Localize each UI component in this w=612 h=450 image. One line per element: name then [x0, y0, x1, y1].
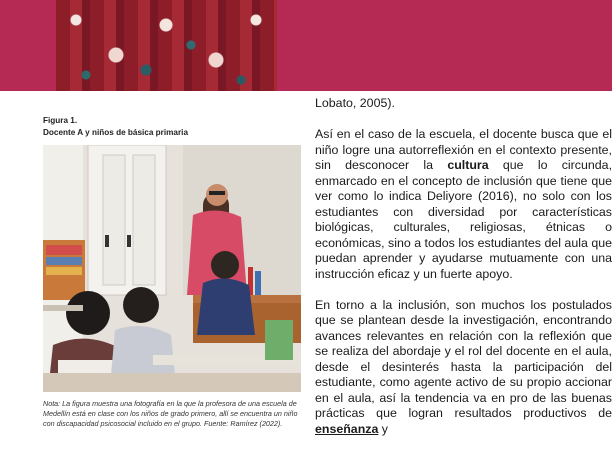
paragraph-1	[315, 127, 612, 282]
paragraph-continuation: Lobato, 2005).	[315, 96, 395, 110]
paragraph-2-text-a: En torno a la inclusión, son muchos los postulados que se plantean desde la investigación, encontrando avances relevantes en relación con la reflexión que se realiza del abordaje y el rol del docente en el aula, desde el desinterés hasta la participación del estudiante, como agente activo de su propio accionar en el aula, así la tendencia va en pro de las buenas prácticas que logran resultados productivos de	[315, 297, 612, 420]
paragraph-2	[315, 298, 612, 438]
keyword-cultura: cultura	[447, 158, 489, 172]
header-banner	[0, 0, 612, 91]
body-text-column	[315, 96, 612, 437]
classroom-photo	[43, 145, 301, 392]
paragraph-1-text-b: que lo circunda, enmarcado en el concepto de inclusión que tiene que ver como lo indica Deliyore (2016), no solo con los estudiantes con diversidad por características biológicas, culturales, religiosas, étnicas o económicas, sino a todos los estudiantes del aula que puedan aprender y ayudarse mutuamente con una instrucción eficaz y un fuerte apoyo.	[315, 158, 612, 281]
figure-caption	[43, 115, 305, 139]
classroom-illustration	[43, 145, 301, 392]
paragraph-2-text-b: y	[378, 421, 388, 436]
figure-note: Nota: La figura muestra una fotografía en la que la profesora de una escuela de Medellín está en clase con los niños de grado primero, allí se encuentra un niño con discapacidad psicosocial incluido en el grupo. Fuente: Ramírez (2022).	[43, 399, 298, 428]
figure-label: Figura 1.	[43, 116, 78, 125]
paragraph-1-text-a: Así en el caso de la escuela, el docente busca que el niño logre una autorreflexión en el contexto presente, sin desconocer la	[315, 127, 612, 172]
banner-fabric-image	[56, 0, 277, 91]
keyword-ensenanza: enseñanza	[315, 421, 379, 436]
figure-title: Docente A y niños de básica primaria	[43, 128, 188, 137]
